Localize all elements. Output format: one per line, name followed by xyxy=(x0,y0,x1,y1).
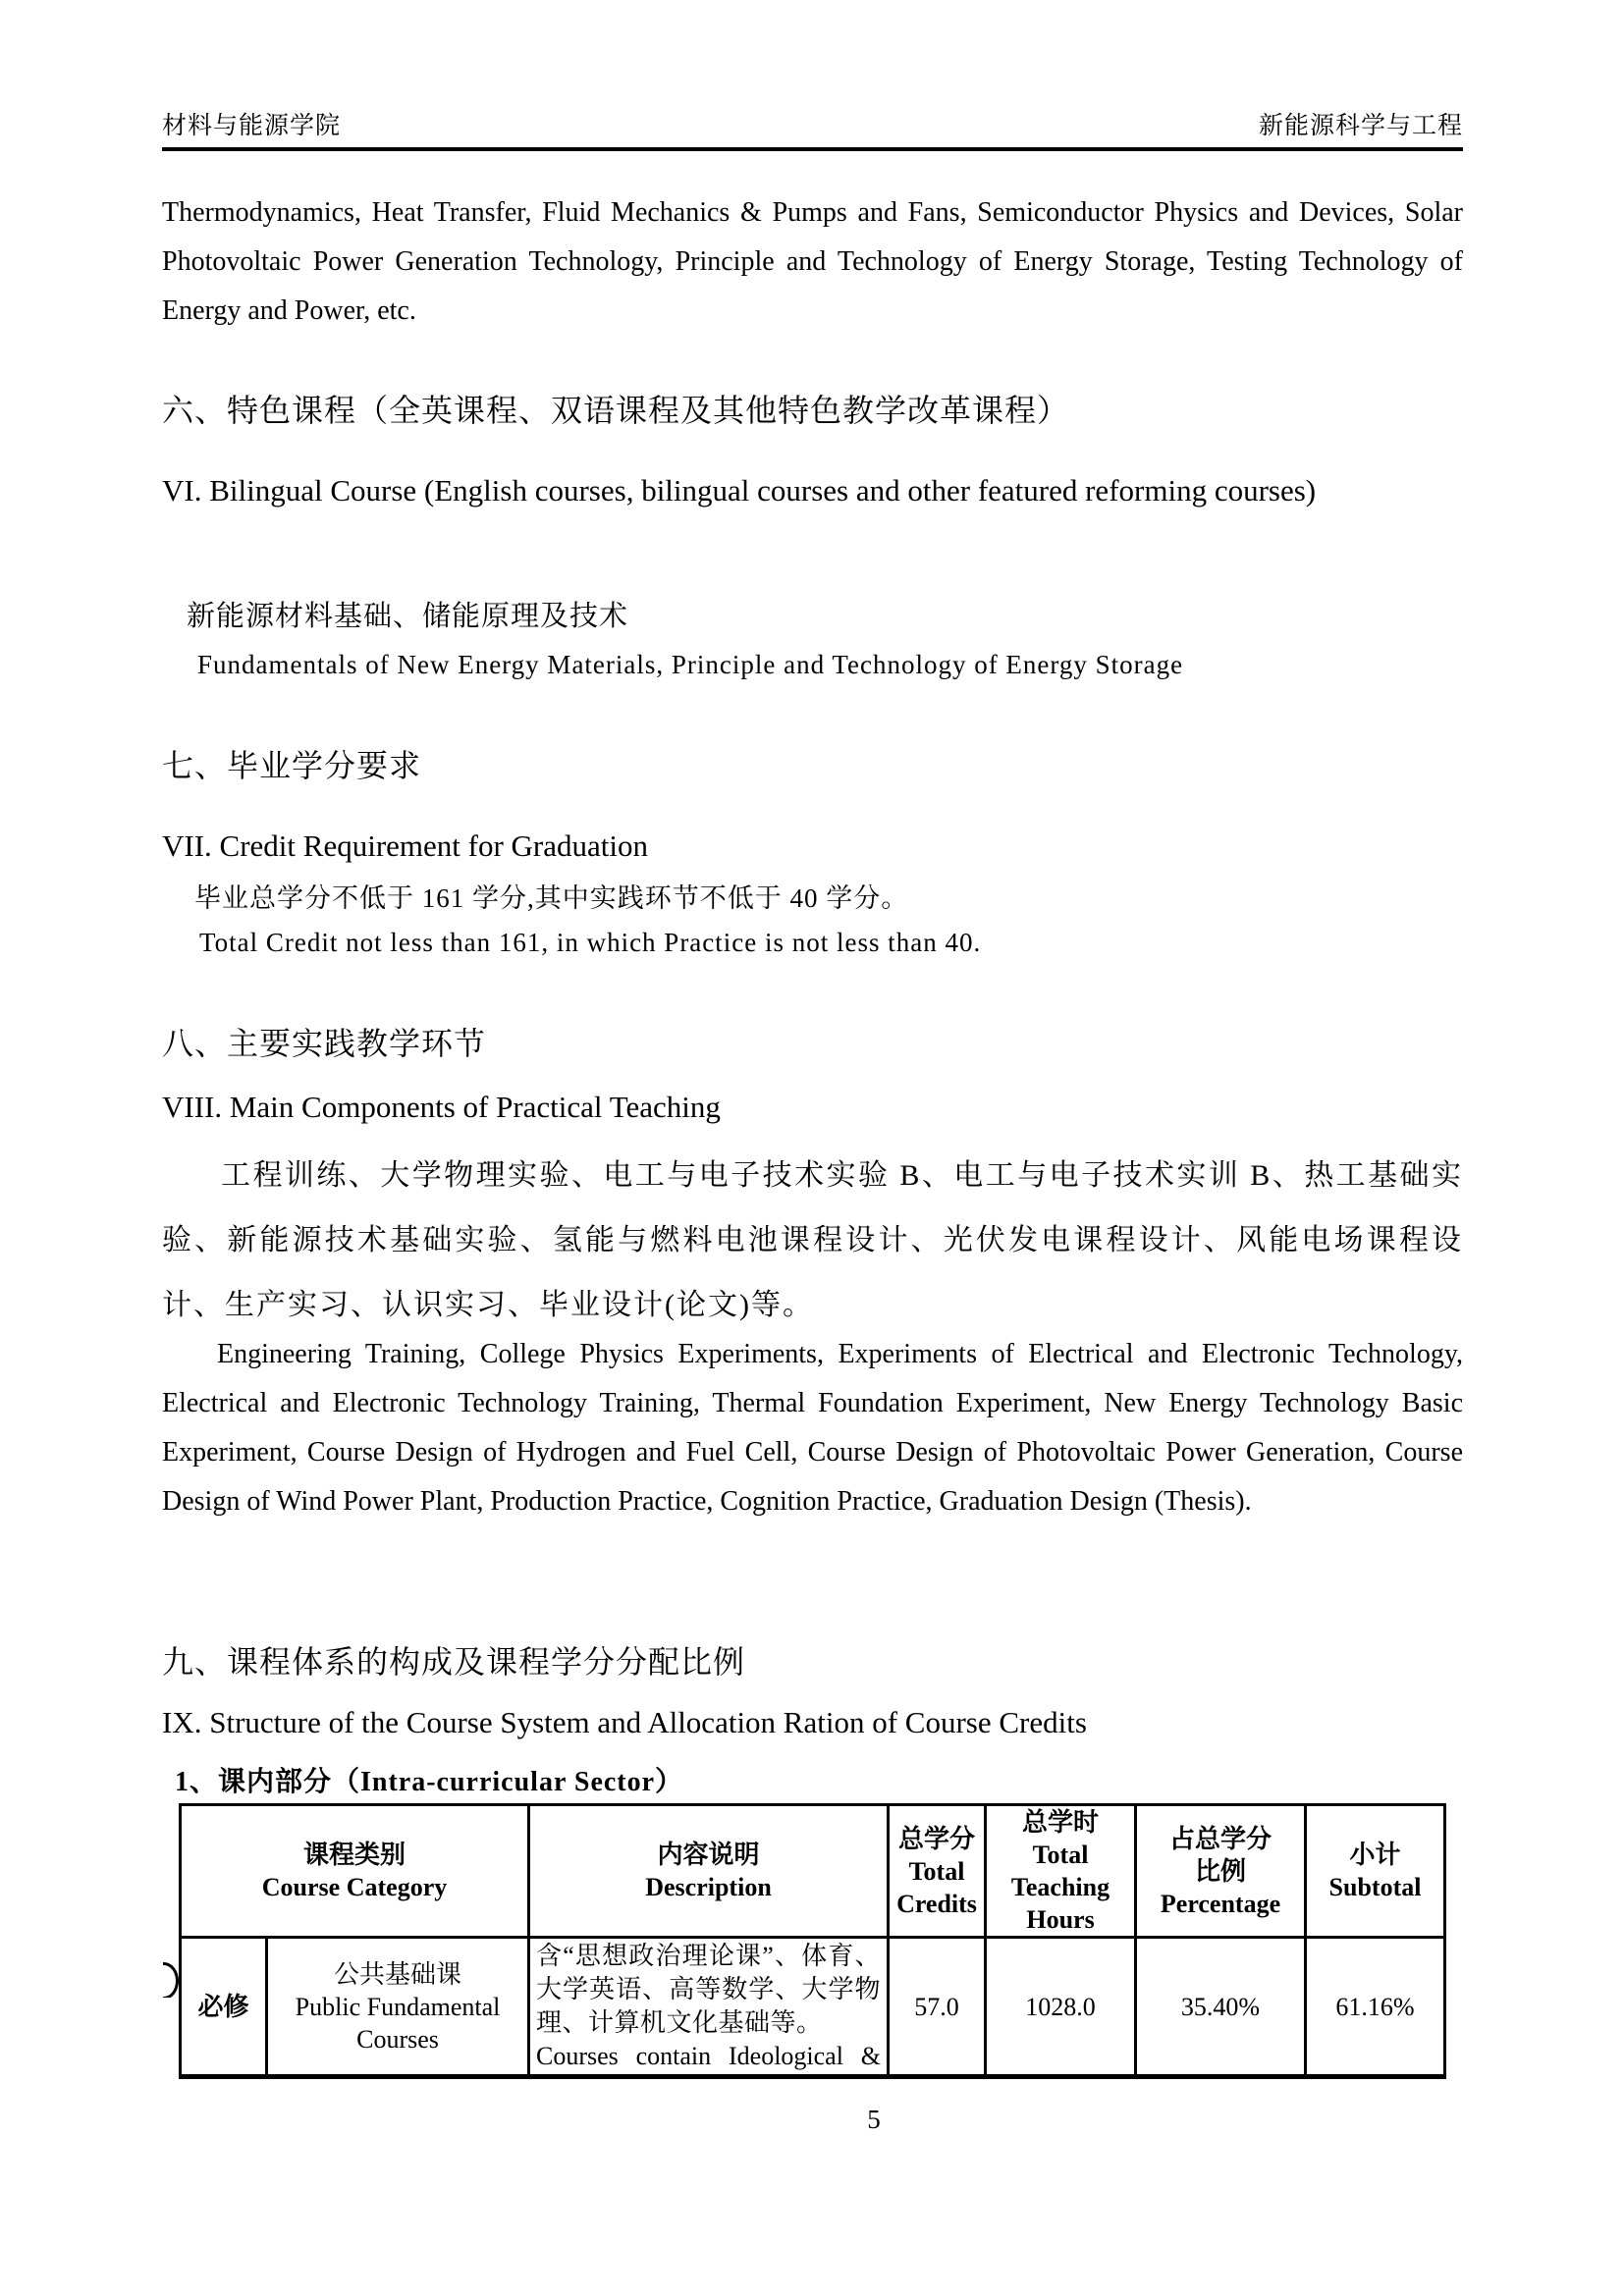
section-six-course-en: Fundamentals of New Energy Materials, Principle and Technology of Energy Storage xyxy=(197,650,1184,679)
col-header-description-zh: 内容说明 xyxy=(657,1841,760,1869)
cell-subtotal: 61.16% xyxy=(1306,1938,1445,2077)
section-nine-heading-zh: 九、课程体系的构成及课程学分分配比例 xyxy=(162,1644,746,1680)
intro-paragraph: Thermodynamics, Heat Transfer, Fluid Mechanics & Pumps and Fans, Semiconductor Physics and Devices, Solar Photovoltaic Power Generation Technology, Principle and Technology of Energy Storage, Testing Technology of Energy and Power, etc. xyxy=(162,197,1463,326)
col-header-subtotal-zh: 小计 xyxy=(1349,1841,1401,1869)
col-header-subtotal-en: Subtotal xyxy=(1328,1873,1422,1901)
col-header-total-credits-en: Total Credits xyxy=(896,1856,977,1918)
col-header-percentage xyxy=(1136,1805,1306,1938)
col-header-category-en: Course Category xyxy=(261,1873,448,1901)
credits-table xyxy=(179,1803,1446,2079)
col-header-total-hours xyxy=(986,1805,1136,1938)
col-header-total-hours-en: Total Teaching Hours xyxy=(1010,1841,1110,1934)
cell-total-credits: 57.0 xyxy=(889,1938,986,2077)
header-rule xyxy=(162,147,1463,151)
section-eight-body-zh: 工程训练、大学物理实验、电工与电子技术实验 B、电工与电子技术实训 B、热工基础实验、新能源技术基础实验、氢能与燃料电池课程设计、光伏发电课程设计、风能电场课程设计、生产实习、认识实习、毕业设计(论文)等。 xyxy=(162,1159,1463,1321)
section-six-course-zh: 新能源材料基础、储能原理及技术 xyxy=(187,601,629,632)
header-college-name: 材料与能源学院 xyxy=(162,113,342,139)
section-six-heading-zh: 六、特色课程（全英课程、双语课程及其他特色教学改革课程） xyxy=(162,393,1070,428)
table-header-row xyxy=(181,1805,1445,1938)
cell-percentage: 35.40% xyxy=(1136,1938,1306,2077)
cell-category-zh: 公共基础课 xyxy=(334,1959,462,1989)
section-seven-heading-en: VII. Credit Requirement for Graduation xyxy=(162,828,648,863)
section-nine-heading-en: IX. Structure of the Course System and Allocation Ration of Course Credits xyxy=(162,1705,1087,1739)
cell-description xyxy=(529,1938,889,2077)
col-header-category-zh: 课程类别 xyxy=(303,1841,406,1869)
section-nine-subsection-title: 1、课内部分（Intra-curricular Sector） xyxy=(175,1767,684,1797)
col-header-percentage-en: Percentage xyxy=(1160,1889,1281,1918)
section-seven-heading-zh: 七、毕业学分要求 xyxy=(162,748,422,783)
col-header-category xyxy=(181,1805,529,1938)
section-eight-heading-zh: 八、主要实践教学环节 xyxy=(162,1026,487,1061)
section-eight-body-en: Engineering Training, College Physics Experiments, Experiments of Electrical and Electronic Technology, Electrical and Electronic Technology Training, Thermal Foundation Experiment, New Energy Technology Basic Experiment, Course Design of Hydrogen and Fuel Cell, Course Design of Photovoltaic Power Generation, Course Design of Wind Power Plant, Production Practice, Cognition Practice, Graduation Design (Thesis). xyxy=(162,1339,1463,1517)
page-number: 5 xyxy=(867,2105,881,2134)
col-header-description xyxy=(529,1805,889,1938)
clipped-annotation-mark xyxy=(163,1962,180,1998)
section-six-heading-en: VI. Bilingual Course (English courses, bilingual courses and other featured reforming courses) xyxy=(162,473,1317,507)
col-header-total-credits-zh: 总学分 xyxy=(898,1824,976,1853)
col-header-total-hours-zh: 总学时 xyxy=(1022,1808,1100,1837)
cell-category xyxy=(267,1938,529,2077)
table-row xyxy=(181,1938,1445,2077)
cell-course-group: 必修 xyxy=(181,1938,267,2077)
col-header-total-credits xyxy=(889,1805,986,1938)
cell-category-en: Public Fundamental Courses xyxy=(295,1992,501,2054)
col-header-percentage-zh: 占总学分比例 xyxy=(1169,1824,1272,1886)
cell-description-en: Courses contain Ideological & xyxy=(536,2042,882,2070)
section-seven-requirement-zh: 毕业总学分不低于 161 学分,其中实践环节不低于 40 学分。 xyxy=(194,883,909,913)
header-program-name: 新能源科学与工程 xyxy=(1258,113,1463,139)
section-seven-requirement-en: Total Credit not less than 161, in which Practice is not less than 40. xyxy=(199,928,982,957)
col-header-subtotal xyxy=(1306,1805,1445,1938)
cell-total-hours: 1028.0 xyxy=(986,1938,1136,2077)
col-header-description-en: Description xyxy=(645,1873,772,1901)
cell-description-zh: 含“思想政治理论课”、体育、大学英语、高等数学、大学物理、计算机文化基础等。 xyxy=(536,1942,882,2037)
section-eight-heading-en: VIII. Main Components of Practical Teaching xyxy=(162,1090,721,1124)
